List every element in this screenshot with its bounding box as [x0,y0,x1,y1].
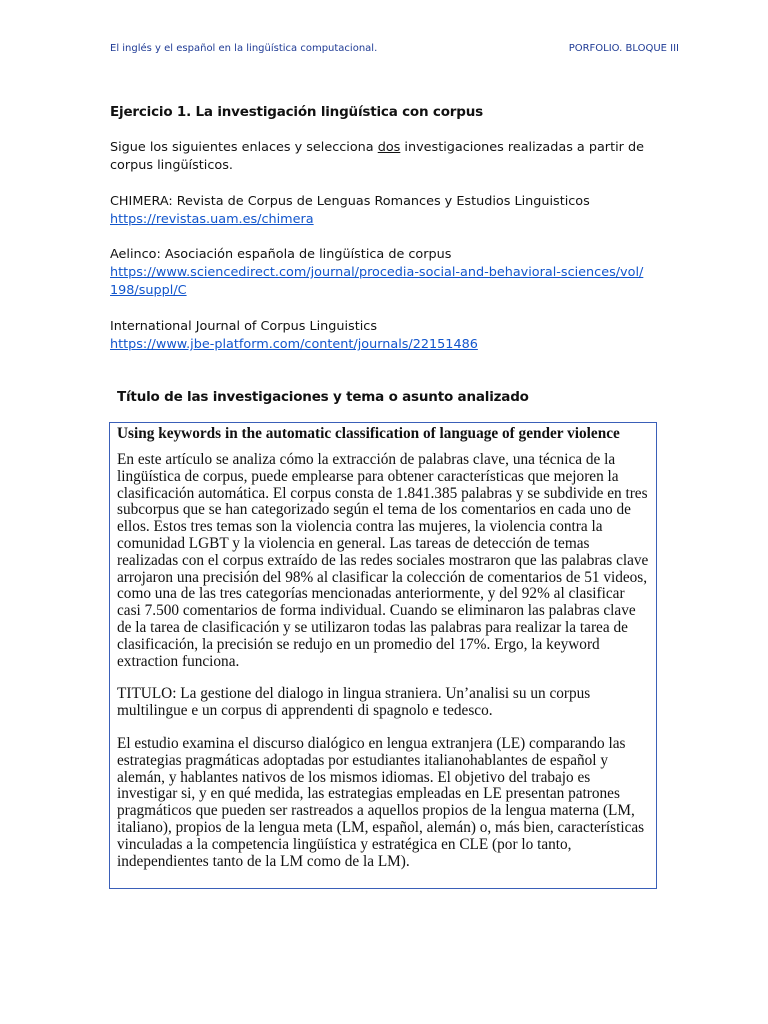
answer-box [109,422,657,889]
summary-paragraph: En este artículo se analiza cómo la extracción de palabras clave, una técnica de la lingüística de corpus, puede emplearse para obtener características que mejoren la clasificación automática. El corpus consta de 1.841.385 palabras y se subdivide en tres subcorpus que se han categorizado según el tema de los comentarios en cada uno de ellos. Estos tres temas son la violencia contra las mujeres, la violencia contra la comunidad LGBT y la violencia en general. Las tareas de detección de temas realizadas con el corpus extraído de las redes sociales mostraron que las palabras clave arrojaron una precisión del 98% al clasificar la colección de comentarios de 51 videos, como una de las tres categorías mencionadas anteriormente, y del 92% al clasificar casi 7.500 comentarios de forma individual. Cuando se eliminaron las palabras clave de la tarea de clasificación y se utilizaron todas las palabras para realizar la tarea de clasificación, la precisión se redujo en un promedio del 17%. Ergo, la keyword extraction funciona. [117,451,649,670]
resource-link-line-1: https://www.sciencedirect.com/journal/procedia-social-and-behavioral-sciences/vol/ [110,265,644,280]
instruction-text-start: Sigue los siguientes enlaces y selecciona [110,140,378,155]
instruction-emphasis: dos [377,140,401,155]
resource-link[interactable]: https://www.jbe-platform.com/content/journals/22151486 [110,337,478,352]
exercise-instruction [110,139,670,175]
running-header-title: El inglés y el español en la lingüística computacional. [110,43,378,54]
running-header-section: PORFOLIO. BLOQUE III [568,43,679,54]
research-title: Using keywords in the automatic classification of language of gender violence [117,425,620,442]
section-title: Título de las investigaciones y tema o asunto analizado [117,389,529,405]
resource-link[interactable]: https://revistas.uam.es/chimera [110,212,314,227]
exercise-title: Ejercicio 1. La investigación lingüística con corpus [110,104,483,120]
resource-link[interactable] [110,265,643,298]
resource-chimera [110,193,670,229]
summary-paragraph: El estudio examina el discurso dialógico en lengua extranjera (LE) comparando las estrategias pragmáticas adoptadas por estudiantes italianohablantes de español y alemán, y hablantes nativos de los mismos idiomas. El objetivo del trabajo es investigar si, y en qué medida, las estrategias empleadas en LE presentan patrones pragmáticos que pueden ser rastreados a aquellos propios de la lengua materna (LM, italiano), propios de la lengua meta (LM, español, alemán) o, más bien, características vinculadas a la competencia lingüística y estratégica en CLE (por lo tanto, independientes tanto de la LM como de la LM). [117,734,645,870]
resource-name: CHIMERA: Revista de Corpus de Lenguas Romances y Estudios Linguisticos [110,194,590,209]
resource-name: Aelinco: Asociación española de lingüística de corpus [110,247,452,262]
resource-link-line-2: 198/suppl/C [110,283,187,298]
second-research-title: TITULO: La gestione del dialogo in lingua straniera. Un’analisi su un corpus multilingue e un corpus di apprendenti di spagnolo e tedesco. [117,685,591,720]
resource-name: International Journal of Corpus Linguistics [110,319,377,334]
instruction-text-end: investigaciones realizadas a partir de corpus lingüísticos. [110,140,644,173]
resource-aelinco [110,246,670,300]
resource-ijcl [110,318,670,354]
